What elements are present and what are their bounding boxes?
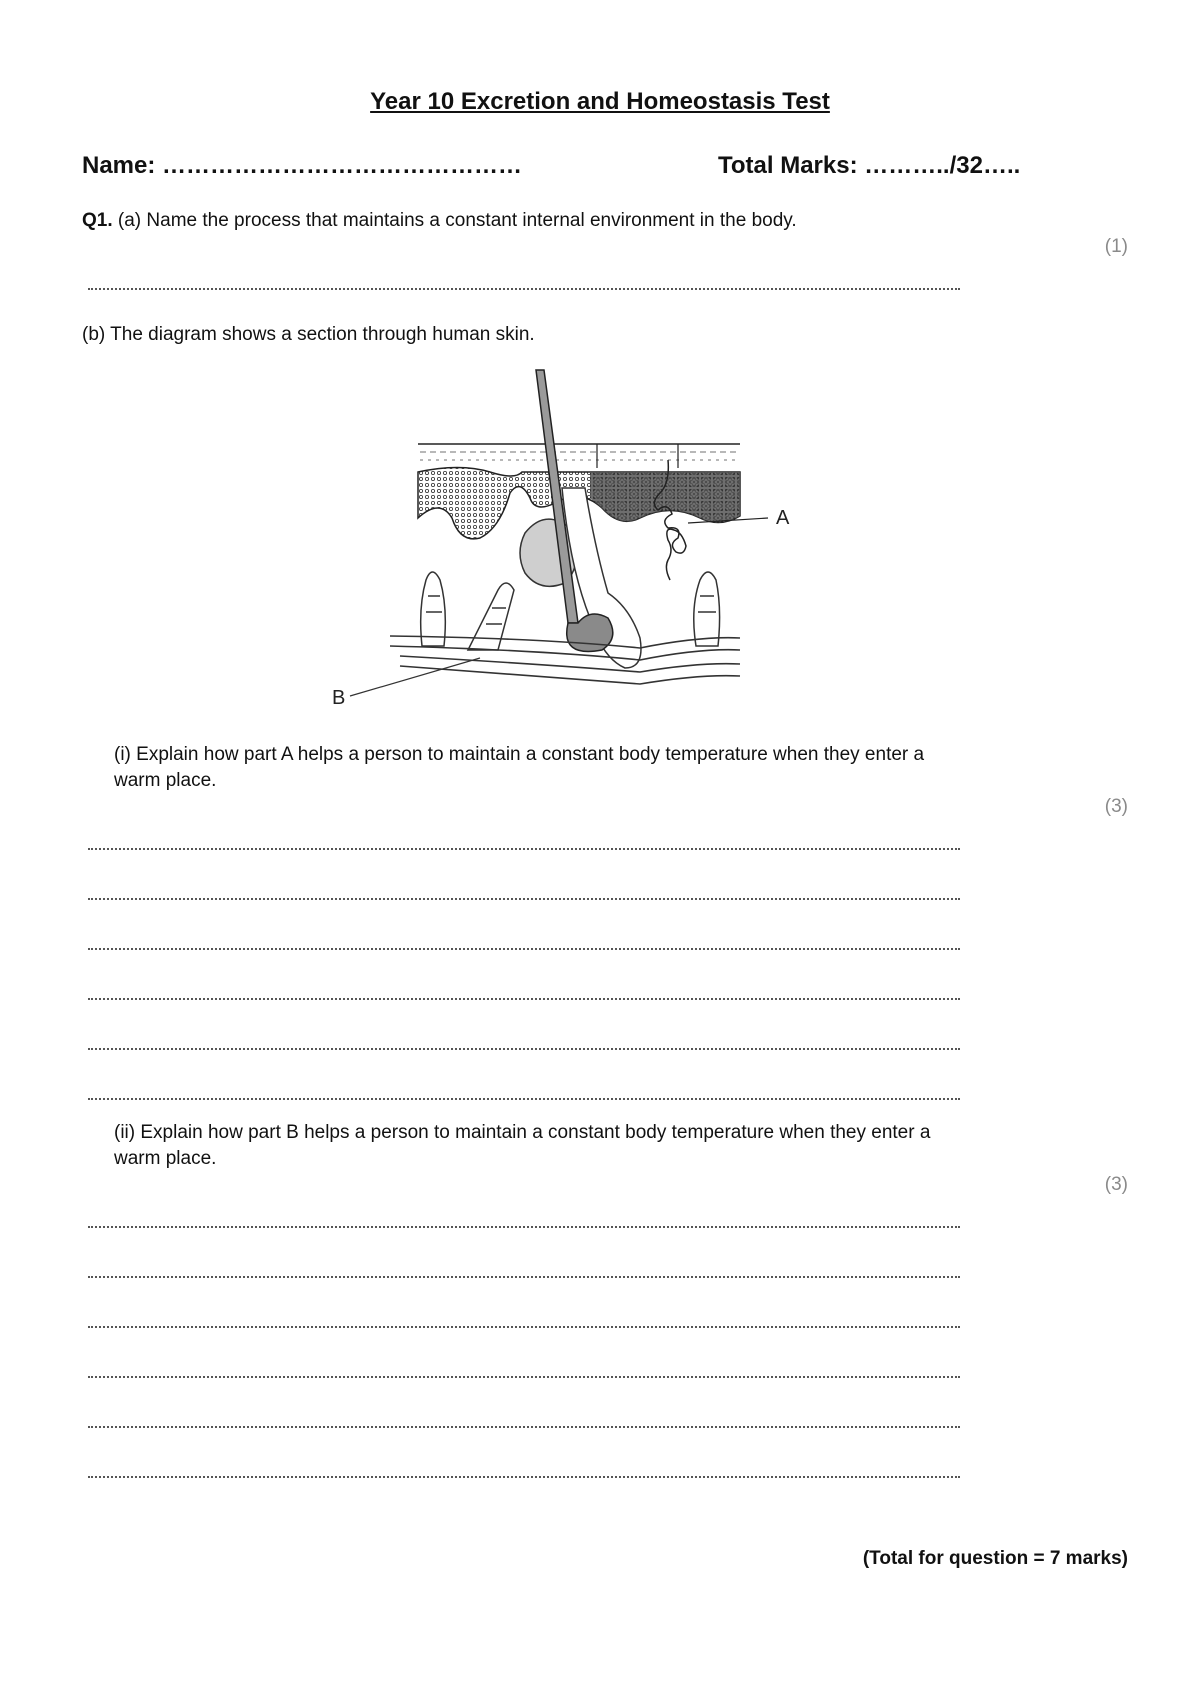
answer-line-1bi-4[interactable]: [88, 998, 960, 1000]
answer-line-1bi-1[interactable]: [88, 848, 960, 850]
question-1bii-line1: (ii) Explain how part B helps a person to maintain a constant body temperature when they enter a: [114, 1122, 931, 1143]
answer-line-1bii-4[interactable]: [88, 1376, 960, 1378]
skin-section-diagram: [332, 368, 860, 738]
question-1bii-line2: warm place.: [114, 1148, 217, 1169]
marks-1a: (1): [1104, 236, 1128, 257]
total-marks-label: Total Marks: ………../32…..: [718, 152, 1021, 179]
answer-line-1bi-2[interactable]: [88, 898, 960, 900]
marks-1bi: (3): [1104, 796, 1128, 817]
question-1bi-line1: (i) Explain how part A helps a person to maintain a constant body temperature when they enter a: [114, 744, 925, 765]
answer-line-1bii-6[interactable]: [88, 1476, 960, 1478]
answer-line-1bii-2[interactable]: [88, 1276, 960, 1278]
question-1a: [82, 210, 797, 232]
answer-line-1bi-5[interactable]: [88, 1048, 960, 1050]
answer-line-1bi-6[interactable]: [88, 1098, 960, 1100]
test-title: Year 10 Excretion and Homeostasis Test: [370, 88, 830, 115]
answer-line-1a[interactable]: [88, 288, 960, 290]
name-field-label: Name: ………………………………………: [82, 152, 523, 179]
answer-line-1bii-5[interactable]: [88, 1426, 960, 1428]
question-1b-text: (b) The diagram shows a section through human skin.: [82, 324, 535, 345]
question-1a-text: (a) Name the process that maintains a constant internal environment in the body.: [117, 210, 797, 231]
blood-vessels: [350, 636, 740, 696]
answer-line-1bi-3[interactable]: [88, 948, 960, 950]
question-total: (Total for question = 7 marks): [862, 1548, 1128, 1569]
question-1bi-line2: warm place.: [114, 770, 217, 791]
marks-1bii: (3): [1104, 1174, 1128, 1195]
question-number: Q1.: [82, 210, 113, 231]
label-a: A: [776, 507, 790, 529]
label-b: B: [332, 687, 346, 709]
answer-line-1bii-1[interactable]: [88, 1226, 960, 1228]
answer-line-1bii-3[interactable]: [88, 1326, 960, 1328]
